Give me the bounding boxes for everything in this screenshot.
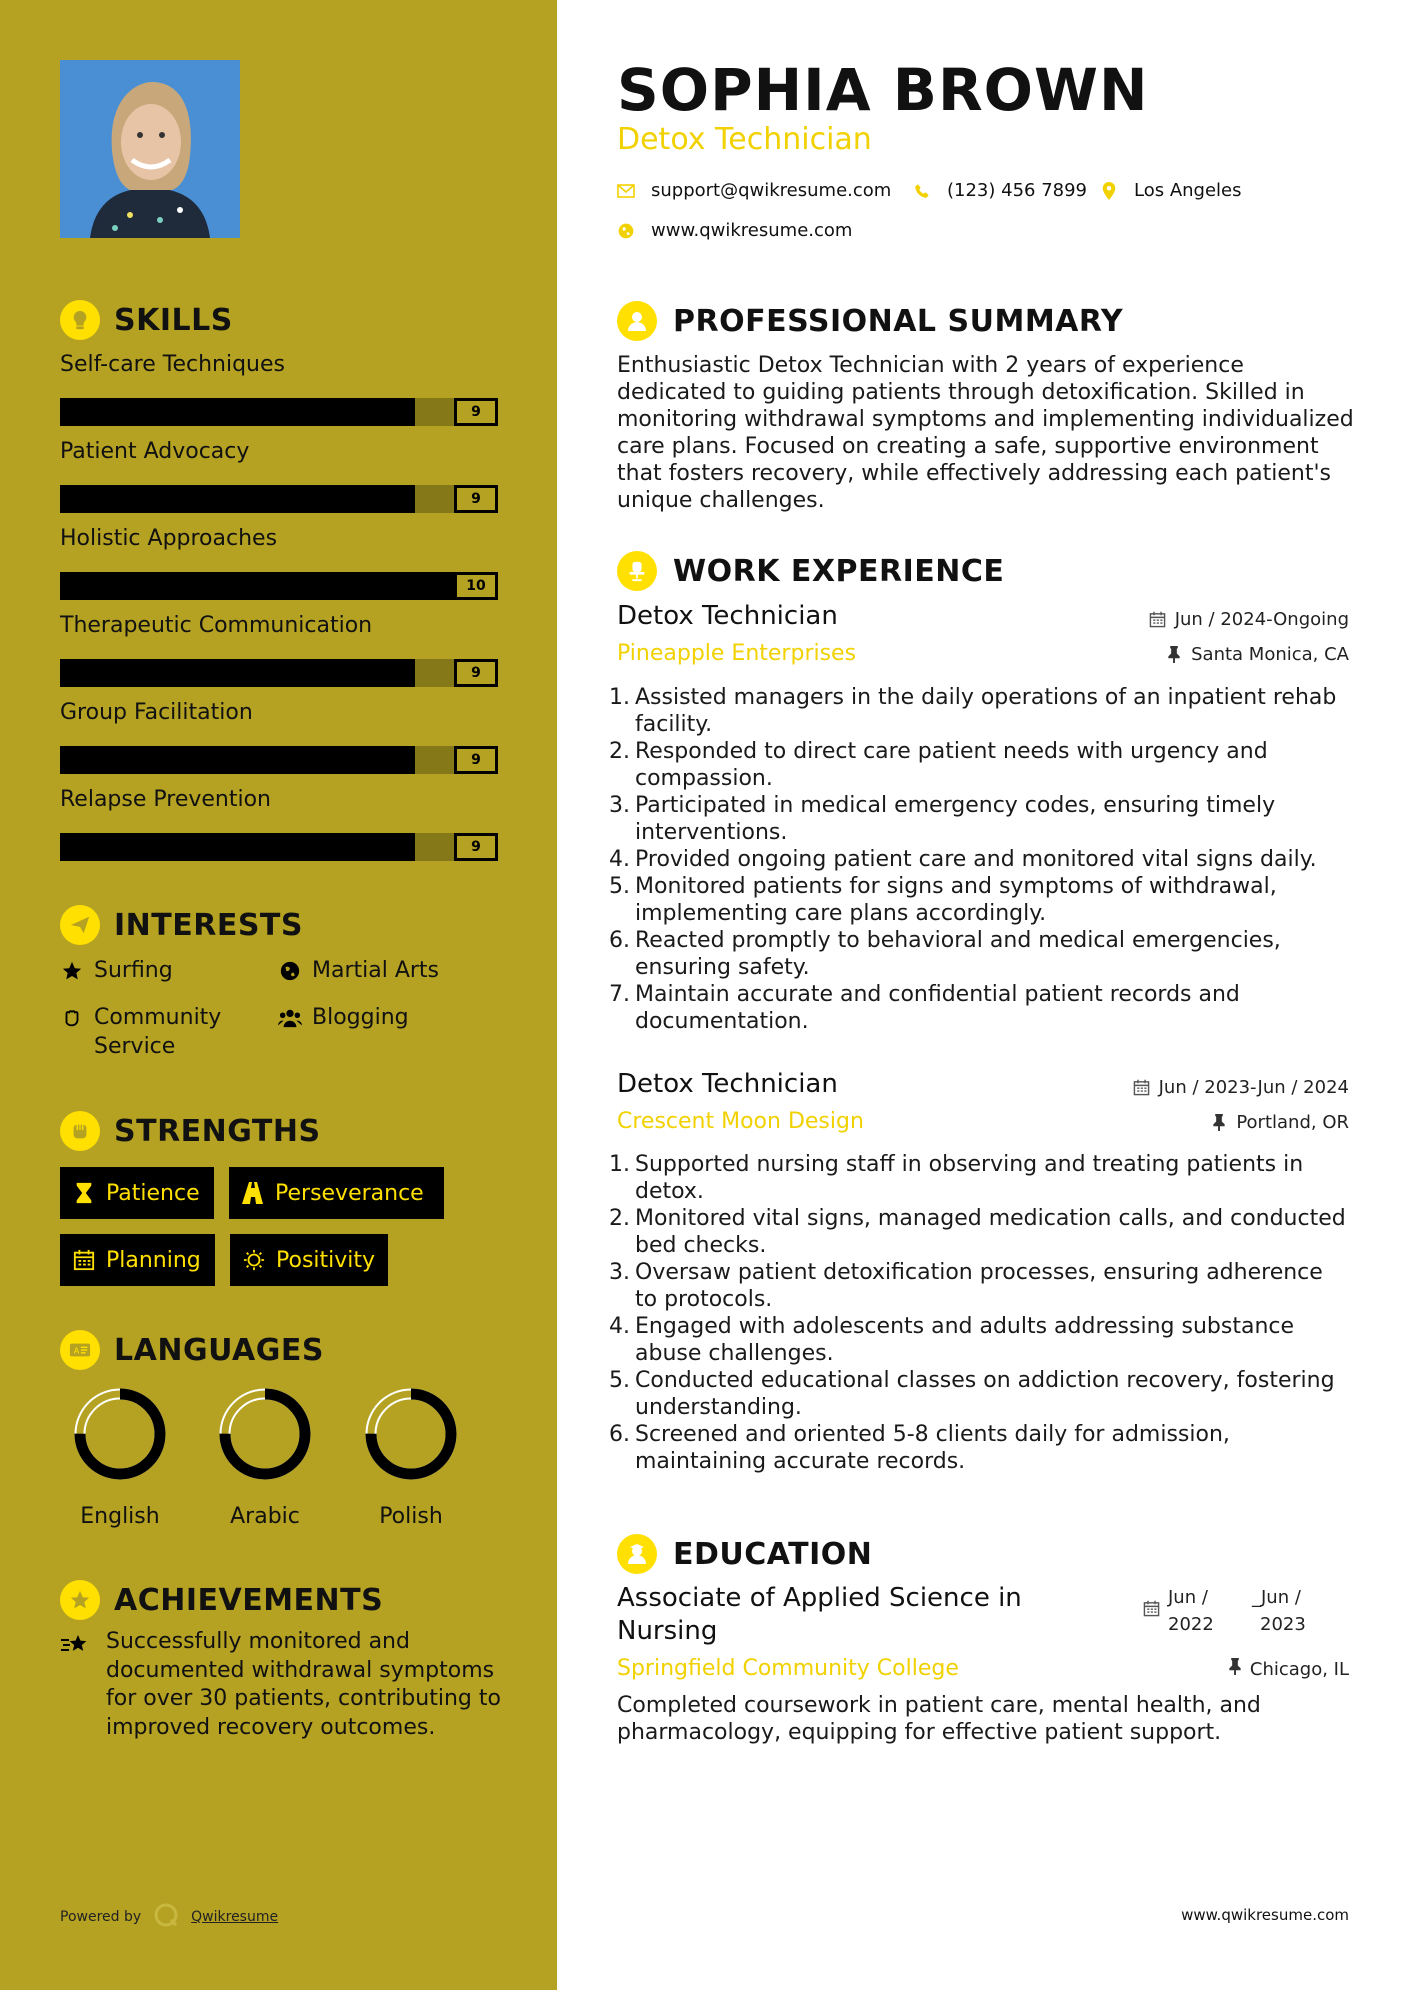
skill-bar <box>60 572 498 600</box>
duty-item <box>609 846 1349 873</box>
duty-text: Supported nursing staff in observing and treating patients in detox. <box>635 1152 1304 1204</box>
skills-heading: SKILLS <box>60 300 233 340</box>
duty-number: 2. <box>609 739 630 764</box>
job-company: Crescent Moon Design <box>617 1109 864 1134</box>
skill-bar <box>60 833 498 861</box>
duty-text: Monitored patients for signs and symptoms of withdrawal, implementing care plans accordingly. <box>635 874 1277 926</box>
skill-bar <box>60 398 498 426</box>
duty-number: 3. <box>609 793 630 818</box>
candidate-role: Detox Technician <box>617 122 872 157</box>
star-badge-icon <box>60 1580 100 1620</box>
skill-score: 10 <box>454 572 498 600</box>
hand-icon <box>60 1003 84 1032</box>
job-duties <box>609 1151 1349 1475</box>
duty-item <box>609 792 1349 846</box>
job-company: Pineapple Enterprises <box>617 641 857 666</box>
interests-heading: INTERESTS <box>60 905 303 945</box>
duty-text: Responded to direct care patient needs with urgency and compassion. <box>635 739 1268 791</box>
education-description: Completed coursework in patient care, mental health, and pharmacology, equipping for effective patient support. <box>617 1693 1261 1745</box>
sidebar <box>0 0 557 1990</box>
duty-item <box>609 1367 1349 1421</box>
job-title: Detox Technician <box>617 1069 838 1099</box>
skill-name: Patient Advocacy <box>60 439 250 464</box>
language-card-icon <box>60 1330 100 1370</box>
qwikresume-link[interactable]: Qwikresume <box>191 1909 279 1925</box>
skill-name: Holistic Approaches <box>60 526 278 551</box>
education-end-date: _Jun / 2023 <box>1252 1587 1306 1635</box>
job-title: Detox Technician <box>617 601 838 631</box>
interest-item: Martial Arts <box>278 956 439 985</box>
job-duties <box>609 684 1349 1035</box>
contact-phone[interactable]: (123) 456 7899 <box>913 180 1087 201</box>
road-icon <box>241 1181 265 1205</box>
skill-score: 9 <box>454 833 498 861</box>
experience-heading: WORK EXPERIENCE <box>617 551 1004 591</box>
profile-photo <box>60 60 240 238</box>
summary-text: Enthusiastic Detox Technician with 2 years of experience dedicated to guiding patients through detoxification. Skilled in monitoring withdrawal symptoms and implementing individualized care plans. Focused on creating a safe, supportive environment that fosters recovery, while effectively addressing each patient's unique challenges. <box>617 353 1354 513</box>
interest-item: Community Service <box>60 1003 260 1061</box>
duty-item <box>609 1205 1349 1259</box>
duty-item <box>609 684 1349 738</box>
language-ring <box>363 1386 459 1482</box>
skill-name: Group Facilitation <box>60 700 253 725</box>
job-location: Portland, OR <box>1210 1112 1349 1133</box>
language-ring <box>72 1386 168 1482</box>
calendar-icon <box>1143 1584 1160 1638</box>
duty-number: 3. <box>609 1260 630 1285</box>
profile-photo-image <box>60 60 240 238</box>
strengths-heading: STRENGTHS <box>60 1111 321 1151</box>
job-dates: Jun / 2023-Jun / 2024 <box>1133 1077 1349 1098</box>
skill-name: Therapeutic Communication <box>60 613 373 638</box>
skill-item <box>60 613 498 687</box>
skill-score: 9 <box>454 746 498 774</box>
duty-number: 2. <box>609 1206 630 1231</box>
duty-text: Engaged with adolescents and adults addressing substance abuse challenges. <box>635 1314 1295 1366</box>
hourglass-icon <box>72 1181 96 1205</box>
duty-number: 1. <box>609 1152 630 1177</box>
skill-bar-fill <box>60 833 415 861</box>
svg-text:A: A <box>73 1345 80 1356</box>
duty-text: Maintain accurate and confidential patient records and documentation. <box>635 982 1240 1034</box>
duty-number: 6. <box>609 928 630 953</box>
paper-plane-icon <box>60 905 100 945</box>
education-degree: Associate of Applied Science in Nursing <box>617 1583 1022 1646</box>
pushpin-icon <box>1228 1658 1242 1680</box>
duty-number: 1. <box>609 685 630 710</box>
strength-badge: Positivity <box>230 1234 388 1286</box>
fist-icon <box>60 1111 100 1151</box>
footer-website-link[interactable]: www.qwikresume.com <box>1181 1906 1349 1924</box>
pushpin-icon <box>1210 1114 1228 1132</box>
duty-text: Assisted managers in the daily operations of an inpatient rehab facility. <box>635 685 1337 737</box>
skill-bar-fill <box>60 659 415 687</box>
strength-badge: Planning <box>60 1234 215 1286</box>
skill-item <box>60 787 498 861</box>
duty-number: 5. <box>609 1368 630 1393</box>
skill-bar-fill <box>60 572 454 600</box>
languages-heading: A LANGUAGES <box>60 1330 324 1370</box>
duty-item <box>609 1421 1349 1475</box>
contact-email[interactable]: support@qwikresume.com <box>617 180 891 201</box>
education-location: Chicago, IL <box>1228 1658 1349 1680</box>
group-icon <box>278 1003 302 1032</box>
duty-text: Oversaw patient detoxification processes, ensuring adherence to protocols. <box>635 1260 1323 1312</box>
education-school: Springfield Community College <box>617 1656 959 1681</box>
skill-bar-fill <box>60 746 415 774</box>
duty-number: 4. <box>609 1314 630 1339</box>
skill-item <box>60 352 498 426</box>
skill-score: 9 <box>454 659 498 687</box>
duty-item <box>609 1151 1349 1205</box>
skill-bar <box>60 746 498 774</box>
pushpin-icon <box>1165 646 1183 664</box>
powered-by: Powered by Qwikresume <box>60 1902 278 1932</box>
language-item: English <box>70 1386 170 1529</box>
skill-bar-fill <box>60 398 415 426</box>
interest-item: Blogging <box>278 1003 409 1032</box>
strength-badge: Patience <box>60 1167 214 1219</box>
skill-name: Self-care Techniques <box>60 352 285 377</box>
skill-score: 9 <box>454 485 498 513</box>
skill-item <box>60 439 498 513</box>
lightbulb-icon <box>60 300 100 340</box>
user-icon <box>617 301 657 341</box>
contact-website[interactable]: www.qwikresume.com <box>617 220 852 241</box>
skill-bar-fill <box>60 485 415 513</box>
duty-item <box>609 927 1349 981</box>
office-chair-icon <box>617 551 657 591</box>
duty-item <box>609 873 1349 927</box>
duty-text: Participated in medical emergency codes, ensuring timely interventions. <box>635 793 1276 845</box>
education-start-date: Jun / 2022 <box>1143 1584 1214 1638</box>
duty-text: Reacted promptly to behavioral and medical emergencies, ensuring safety. <box>635 928 1281 980</box>
duty-number: 4. <box>609 847 630 872</box>
shooting-star-icon <box>60 1628 94 1742</box>
duty-item <box>609 738 1349 792</box>
calendar-icon <box>72 1248 96 1272</box>
graduate-icon <box>617 1534 657 1574</box>
sun-icon <box>242 1248 266 1272</box>
achievement-item: Successfully monitored and documented withdrawal symptoms for over 30 patients, contributing to improved recovery outcomes. <box>60 1628 510 1742</box>
calendar-icon <box>1149 611 1167 629</box>
duty-number: 5. <box>609 874 630 899</box>
interest-item: Surfing <box>60 956 173 985</box>
globe-icon <box>278 956 302 985</box>
achievements-heading: ACHIEVEMENTS <box>60 1580 383 1620</box>
language-ring <box>217 1386 313 1482</box>
skill-bar <box>60 485 498 513</box>
skill-bar <box>60 659 498 687</box>
job-dates: Jun / 2024-Ongoing <box>1149 609 1349 630</box>
skill-item <box>60 526 498 600</box>
globe-icon <box>617 222 635 240</box>
contact-location: Los Angeles <box>1100 180 1242 201</box>
skill-name: Relapse Prevention <box>60 787 271 812</box>
qwikresume-logo-icon <box>153 1902 179 1932</box>
duty-number: 7. <box>609 982 630 1007</box>
language-item: Arabic <box>215 1386 315 1529</box>
duty-text: Provided ongoing patient care and monitored vital signs daily. <box>635 847 1317 872</box>
language-item: Polish <box>361 1386 461 1529</box>
candidate-name: SOPHIA BROWN <box>617 56 1149 124</box>
star-icon <box>60 956 84 985</box>
education-heading: EDUCATION <box>617 1534 872 1574</box>
duty-text: Screened and oriented 5-8 clients daily for admission, maintaining accurate records. <box>635 1422 1230 1474</box>
duty-item <box>609 1313 1349 1367</box>
summary-heading: PROFESSIONAL SUMMARY <box>617 301 1123 341</box>
phone-icon <box>913 182 931 200</box>
skill-score: 9 <box>454 398 498 426</box>
duty-item <box>609 1259 1349 1313</box>
duty-text: Conducted educational classes on addiction recovery, fostering understanding. <box>635 1368 1335 1420</box>
calendar-icon <box>1133 1079 1151 1097</box>
skill-item <box>60 700 498 774</box>
duty-item <box>609 981 1349 1035</box>
strength-badge: Perseverance <box>229 1167 444 1219</box>
envelope-icon <box>617 182 635 200</box>
duty-text: Monitored vital signs, managed medication calls, and conducted bed checks. <box>635 1206 1346 1258</box>
map-pin-icon <box>1100 182 1118 200</box>
duty-number: 6. <box>609 1422 630 1447</box>
job-location: Santa Monica, CA <box>1165 644 1349 665</box>
